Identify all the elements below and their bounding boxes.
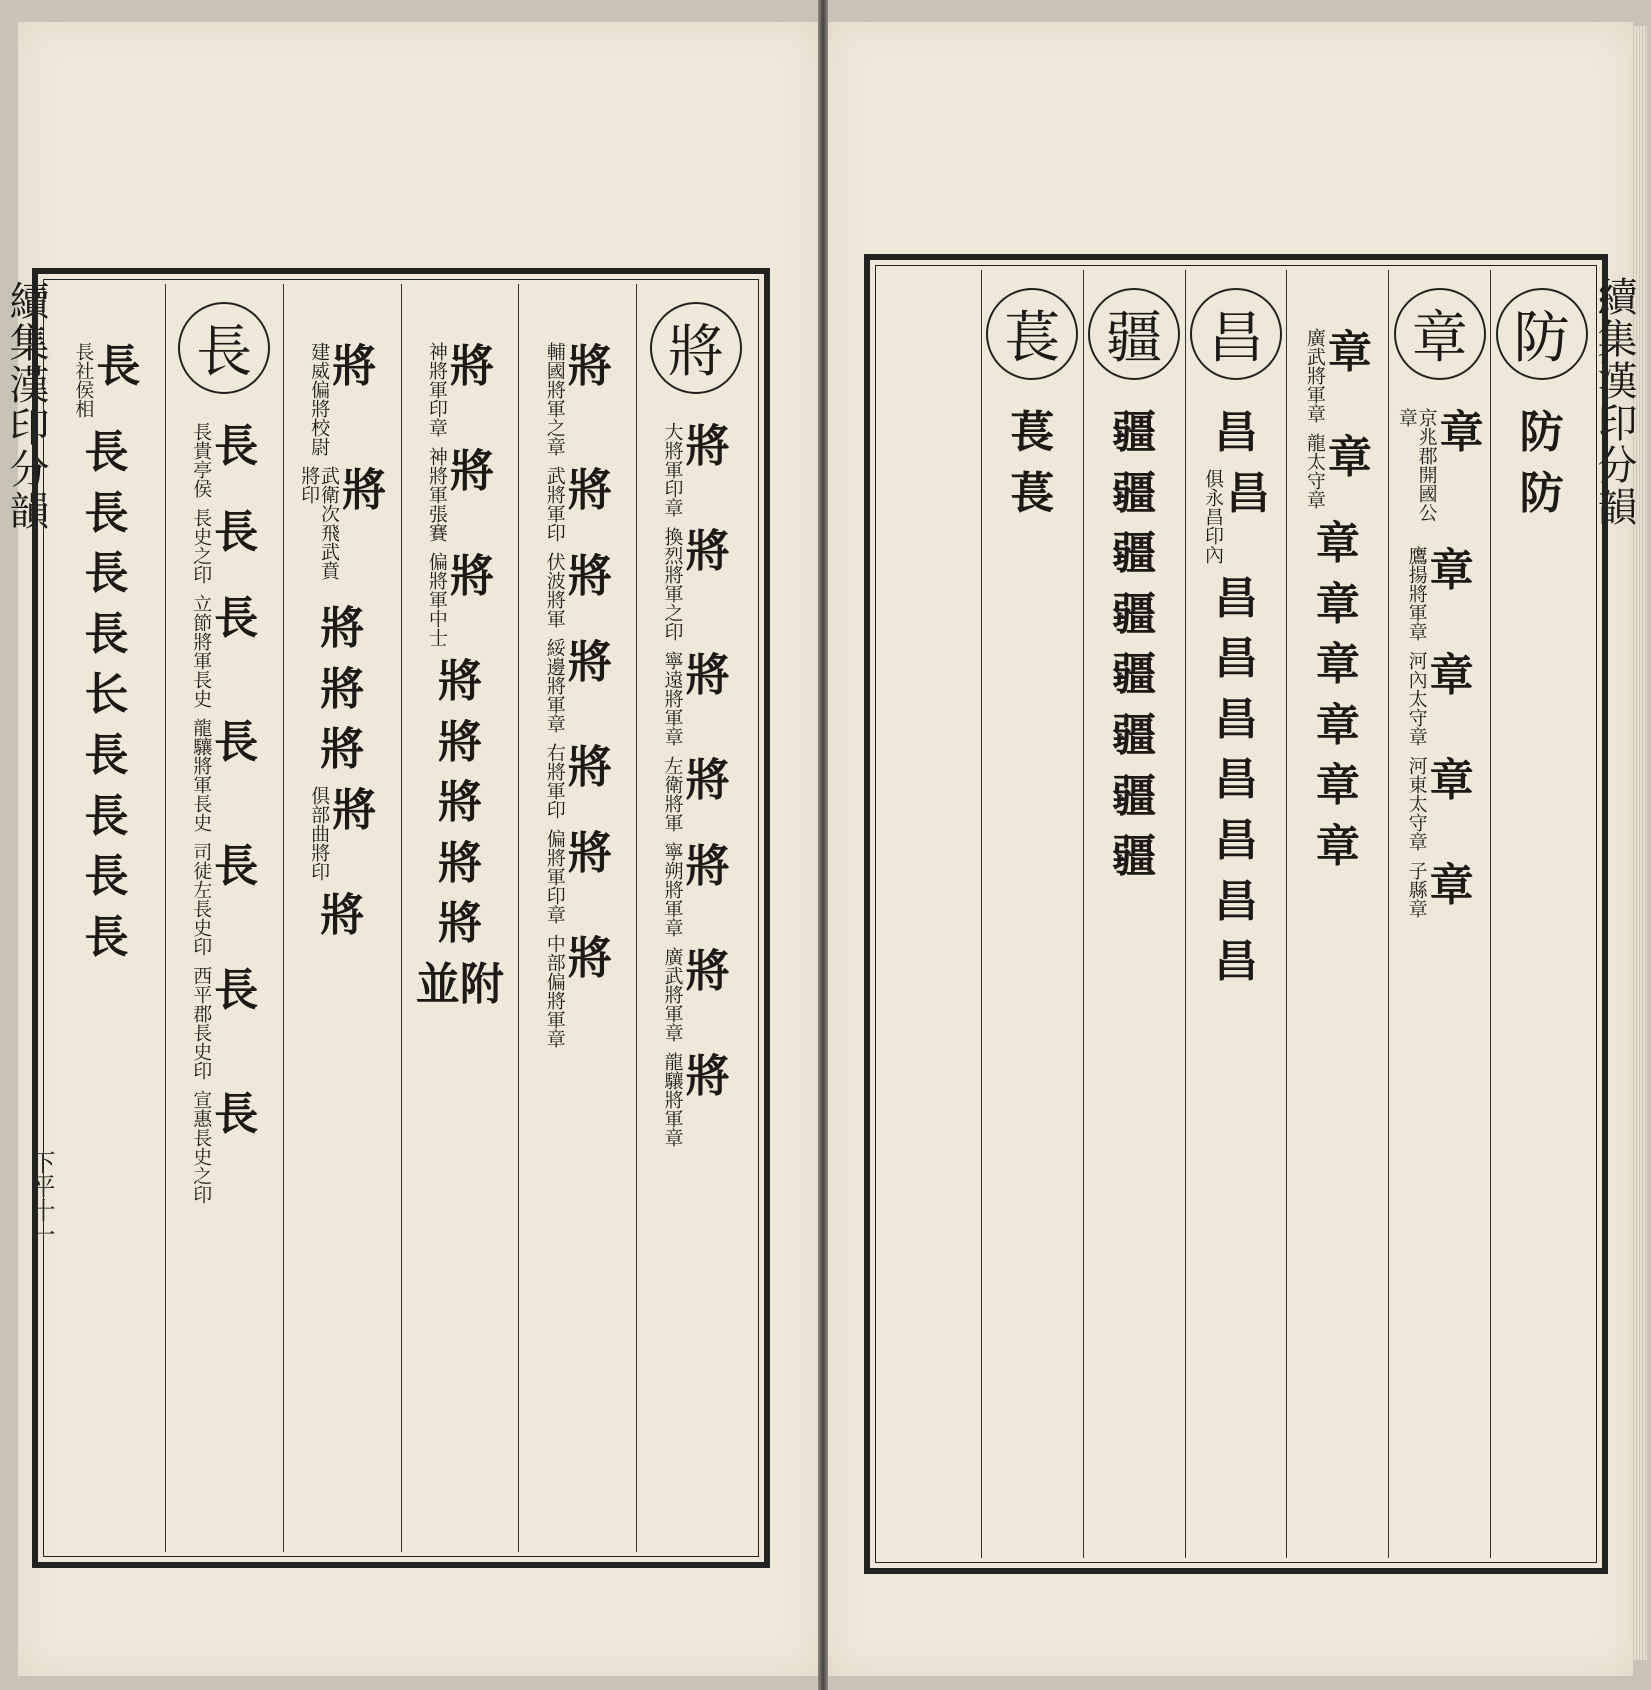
entry-list [72,342,140,963]
seal-entry [190,508,258,584]
rubric-head: 將 [650,302,742,394]
seal-entry [662,527,730,641]
entry-list [1202,408,1270,988]
seal-glyph: 章 [1439,407,1484,458]
rubric-head: 防 [1496,288,1588,380]
seal-entry [1112,590,1156,641]
left-column [165,284,283,1552]
seal-caption: 龍太守章 [1303,433,1326,509]
seal-entry [1112,469,1156,520]
seal-caption: 武衛次飛武賁將印 [298,466,341,580]
entry-list [1304,328,1372,873]
seal-caption: 京兆郡開國公章 [1395,408,1438,522]
seal-entry [544,342,612,456]
seal-glyph: 將 [685,1051,730,1102]
seal-entry [1112,408,1156,459]
seal-entry [320,891,364,942]
seal-caption: 廣武將軍章 [661,947,684,1042]
seal-entry [1406,651,1474,746]
right-column [1388,270,1490,1558]
seal-glyph: 將 [320,663,365,715]
seal-entry [1520,469,1564,520]
seal-entry [1214,877,1258,928]
seal-entry [662,842,730,937]
seal-caption: 廣武將軍章 [1303,328,1326,423]
seal-entry [84,549,128,600]
seal-caption: 換烈將軍之印 [661,527,684,641]
seal-glyph: 將 [449,446,494,497]
seal-glyph: 長 [84,487,129,539]
seal-glyph: 長 [96,341,141,392]
entry-list [298,342,386,941]
seal-entry [1406,546,1474,641]
seal-glyph: 疆 [1112,467,1157,519]
seal-entry [1214,574,1258,625]
seal-entry [190,1090,258,1204]
seal-entry [1304,328,1372,423]
seal-glyph: 章 [1429,545,1474,596]
seal-entry [1316,761,1360,812]
seal-glyph: 將 [342,465,387,516]
seal-glyph: 防 [1519,407,1564,458]
seal-glyph: 將 [320,889,365,941]
seal-entry [1396,408,1484,536]
seal-glyph: 將 [332,341,377,392]
seal-glyph: 疆 [1112,407,1157,458]
seal-entry [84,489,128,540]
seal-glyph: 昌 [1213,754,1258,806]
seal-entry [662,422,730,517]
rubric-head: 章 [1394,288,1486,380]
seal-glyph: 長 [84,548,129,600]
seal-glyph: 疆 [1112,770,1157,822]
folio-label: 下平十一 [27,1150,55,1246]
seal-caption: 俱部曲將印 [308,785,331,881]
seal-caption: 鷹揚將軍章 [1405,546,1428,641]
seal-caption: 輔國將軍之章 [543,342,566,456]
seal-entry [84,792,128,843]
seal-entry [662,1052,730,1147]
seal-entry [662,756,730,832]
seal-glyph: 將 [567,551,612,602]
seal-glyph: 昌 [1213,875,1258,927]
rubric-head: 萇 [986,288,1078,380]
seal-entry [190,842,258,956]
right-column [880,270,981,1558]
seal-entry [1406,756,1474,851]
seal-entry [544,552,612,628]
seal-glyph: 長 [84,608,129,660]
seal-glyph: 將 [567,341,612,392]
seal-caption: 子縣章 [1405,861,1428,918]
seal-entry [1214,634,1258,685]
seal-entry [1010,469,1054,520]
seal-glyph: 長 [214,717,259,768]
seal-glyph: 將 [437,777,482,829]
seal-glyph: 昌 [1213,572,1258,624]
seal-caption: 龍驤將軍長史 [190,718,213,832]
seal-caption: 神將軍印章 [425,342,448,437]
left-column [636,284,754,1552]
seal-caption: 河東太守章 [1405,756,1428,851]
seal-entry [308,342,376,456]
seal-entry [1010,408,1054,459]
seal-entry [426,552,494,647]
seal-entry [438,657,482,708]
left-column [518,284,636,1552]
seal-glyph: 长 [84,669,129,721]
seal-entry [190,966,258,1080]
seal-caption: 寧遠將軍章 [661,651,684,746]
seal-caption: 俱永昌印內 [1201,468,1224,564]
seal-entry [438,718,482,769]
right-column [1083,270,1185,1558]
seal-glyph: 疆 [1112,588,1157,640]
seal-entry [1316,580,1360,631]
seal-glyph: 昌 [1213,693,1258,745]
seal-glyph: 章 [1315,820,1360,872]
seal-glyph: 長 [214,841,259,892]
seal-entry [1214,755,1258,806]
seal-glyph: 疆 [1112,528,1157,580]
seal-glyph: 將 [437,837,482,889]
seal-glyph: 萇 [1010,467,1055,519]
seal-glyph: 長 [214,1089,259,1140]
seal-glyph: 將 [567,742,612,793]
seal-glyph: 將 [685,946,730,997]
seal-entry [84,731,128,782]
right-column [1286,270,1388,1558]
seal-glyph: 將 [437,898,482,950]
entry-list [1010,408,1054,519]
seal-glyph: 萇 [1010,407,1055,458]
seal-glyph: 將 [449,341,494,392]
seal-glyph: 長 [84,729,129,781]
seal-glyph: 昌 [1213,407,1258,458]
seal-entry [1214,937,1258,988]
seal-caption: 龍驤將軍章 [661,1052,684,1147]
seal-glyph: 章 [1429,650,1474,701]
seal-caption: 寧朔將軍章 [661,842,684,937]
seal-glyph: 長 [214,421,259,472]
entry-list [662,422,730,1147]
seal-glyph: 長 [84,790,129,842]
seal-entry [1316,519,1360,570]
seal-glyph: 並附 [415,958,504,1010]
book-gutter [818,0,828,1690]
seal-glyph: 疆 [1112,709,1157,761]
seal-entry [416,960,504,1011]
seal-caption: 伏波將軍 [543,552,566,628]
seal-entry [426,342,494,437]
seal-caption: 建威偏將校尉 [308,342,331,456]
seal-caption: 長史之印 [190,508,213,584]
seal-caption: 中部偏將軍章 [543,934,566,1048]
seal-glyph: 防 [1519,467,1564,519]
seal-glyph: 將 [685,841,730,892]
seal-glyph: 將 [437,716,482,768]
seal-entry [190,594,258,708]
left-columns [48,284,754,1552]
seal-glyph: 長 [84,427,129,478]
seal-caption: 偏將軍中士 [425,552,448,647]
seal-glyph: 昌 [1213,936,1258,988]
seal-entry [320,725,364,776]
seal-glyph: 章 [1315,639,1360,691]
seal-caption: 宣惠長史之印 [190,1090,213,1204]
seal-entry [190,718,258,832]
seal-caption: 神將軍張賽 [425,447,448,542]
seal-glyph: 將 [567,933,612,984]
entry-list [1396,408,1484,918]
seal-entry [544,829,612,924]
seal-glyph: 將 [449,551,494,602]
seal-entry [1112,772,1156,823]
seal-glyph: 章 [1315,518,1360,569]
seal-caption: 綏邊將軍章 [543,638,566,733]
seal-glyph: 章 [1327,432,1372,483]
entry-list [1520,408,1564,519]
seal-entry [438,778,482,829]
seal-caption: 大將軍印章 [661,422,684,517]
seal-glyph: 疆 [1112,831,1157,883]
seal-glyph: 將 [567,828,612,879]
seal-entry [544,934,612,1048]
seal-entry [84,852,128,903]
entry-list [190,422,258,1204]
seal-entry [1214,695,1258,746]
seal-entry [1202,469,1270,564]
seal-entry [426,447,494,542]
rubric-head: 疆 [1088,288,1180,380]
seal-glyph: 將 [437,656,482,707]
seal-glyph: 疆 [1112,649,1157,701]
seal-glyph: 將 [320,724,365,776]
seal-glyph: 長 [84,911,129,963]
spine-title-right: 續集漢印分韻 [1591,276,1637,528]
seal-glyph: 長 [214,593,259,644]
seal-caption: 偏將軍印章 [543,829,566,924]
seal-entry [662,651,730,746]
seal-entry [320,665,364,716]
seal-entry [1316,822,1360,873]
seal-entry [438,839,482,890]
seal-glyph: 昌 [1225,467,1270,519]
right-column [1185,270,1287,1558]
seal-entry [438,899,482,950]
seal-entry [1112,711,1156,762]
seal-entry [1112,650,1156,701]
seal-glyph: 長 [84,851,129,903]
entry-list [1112,408,1156,883]
seal-entry [190,422,258,498]
seal-glyph: 章 [1315,760,1360,812]
seal-caption: 立節將軍長史 [190,594,213,708]
seal-glyph: 將 [685,755,730,806]
seal-caption: 長社侯相 [72,342,95,418]
seal-glyph: 章 [1327,327,1372,378]
seal-entry [1214,816,1258,867]
rubric-head: 長 [178,302,270,394]
seal-caption: 右將軍印 [543,743,566,819]
seal-glyph: 將 [332,784,377,836]
left-column [48,284,165,1552]
seal-glyph: 將 [567,465,612,516]
seal-glyph: 章 [1315,578,1360,630]
seal-entry [1316,640,1360,691]
seal-glyph: 將 [685,650,730,701]
seal-caption: 武將軍印 [543,466,566,542]
seal-entry [72,342,140,418]
seal-glyph: 將 [685,421,730,472]
seal-entry [1406,861,1474,918]
seal-glyph: 昌 [1213,633,1258,685]
seal-glyph: 將 [320,603,365,654]
seal-entry [544,743,612,819]
seal-entry [84,913,128,964]
seal-entry [544,466,612,542]
seal-entry [544,638,612,733]
seal-caption: 司徒左長史印 [190,842,213,956]
seal-entry [1112,832,1156,883]
right-column [981,270,1083,1558]
seal-entry [662,947,730,1042]
right-frame [864,254,1608,1574]
seal-glyph: 將 [567,637,612,688]
seal-caption: 左衛將軍 [661,756,684,832]
seal-entry [320,604,364,655]
seal-glyph: 昌 [1213,814,1258,866]
seal-caption: 西平郡長史印 [190,966,213,1080]
seal-entry [84,610,128,661]
left-column [283,284,401,1552]
spine-title-left: 續集漢印分韻 [3,280,49,532]
rubric-head: 昌 [1190,288,1282,380]
right-columns [880,270,1592,1558]
seal-caption: 長貴亭侯 [190,422,213,498]
left-column [401,284,519,1552]
seal-glyph: 章 [1429,755,1474,806]
seal-entry [84,428,128,479]
seal-glyph: 章 [1315,699,1360,751]
seal-entry [1112,529,1156,580]
seal-entry [308,786,376,881]
seal-glyph: 長 [214,965,259,1016]
seal-entry [84,670,128,721]
seal-entry [1520,408,1564,459]
seal-glyph: 長 [214,507,259,558]
entry-list [544,342,612,1048]
seal-glyph: 將 [685,526,730,577]
seal-entry [298,466,386,594]
seal-entry [1214,408,1258,459]
page-edges [1631,26,1647,1660]
seal-caption: 河內太守章 [1405,651,1428,746]
seal-entry [1316,701,1360,752]
left-frame [32,268,770,1568]
seal-entry [1304,433,1372,509]
right-column [1490,270,1592,1558]
entry-list [416,342,504,1011]
seal-glyph: 章 [1429,860,1474,911]
